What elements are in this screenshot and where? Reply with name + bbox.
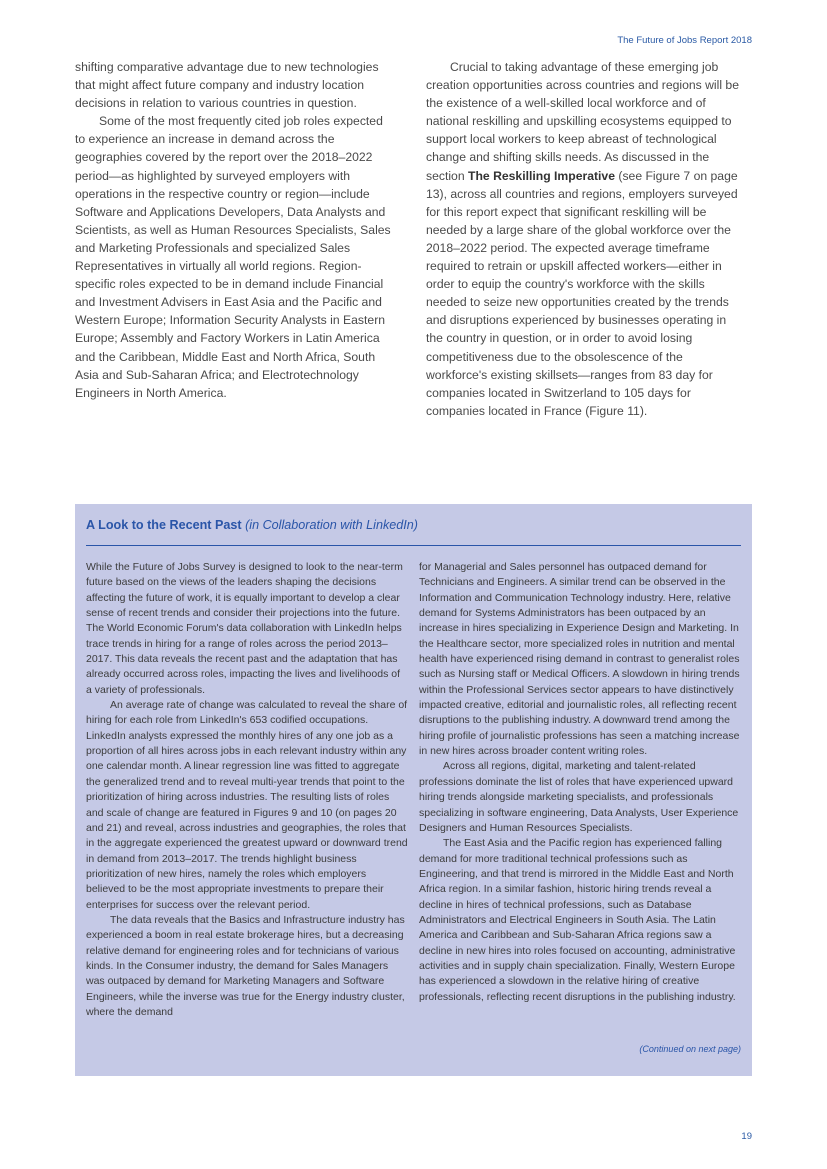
running-title: The Future of Jobs Report 2018 [617, 35, 752, 46]
paragraph: shifting comparative advantage due to new technologies that might affect future company and industry location decisions in relation to various countries in question. [75, 60, 379, 111]
paragraph: for Managerial and Sales personnel has outpaced demand for Technicians and Engineers. A similar trend can be observed in the Information and Communication Technology industry. Here, relative demand for Systems Administrators has been outpaced by an increase in hires specializing in Experience Design and Marketing. In the Healthcare sector, more specialized roles in nutrition and mental health have experienced rising demand in contrast to generalist roles such as Nursing staff or Medical Officers. A slowdown in hiring trends within the Professional Services sector appears to have distinctively impacted creative, editorial and journalistic roles, all reflecting recent disruptions to the publishing industry. A downward trend among the hiring profile of journalistic professions has seen a matching increase in new hires across broader content writing roles. [419, 561, 740, 758]
body-column-left [75, 58, 395, 402]
box-column-right [419, 560, 743, 1005]
paragraph: Some of the most frequently cited job roles expected to experience an increase in demand across the geographies covered by the report over the 2018–2022 period—as highlighted by surveyed employers with operations in the respective country or region—include Software and Applications Developers, Data Analysts and Scientists, as well as Human Resources Specialists, Sales and Marketing Professionals and specialized Sales Representatives in virtually all world regions. Region-specific roles expected to be in demand include Financial and Investment Advisers in East Asia and the Pacific and Western Europe; Information Security Analysts in Eastern Europe; Assembly and Factory Workers in Latin America and the Caribbean, Middle East and North Africa, South Asia and Sub-Saharan Africa; and Electrotechnology Engineers in North America. [75, 114, 391, 400]
paragraph [426, 58, 746, 420]
continued-note: (Continued on next page) [639, 1044, 741, 1054]
sidebar-box [75, 504, 752, 1076]
text-run: Crucial to taking advantage of these emerging job creation opportunities across countries and regions will be the existence of a well-skilled local workforce and of national reskilling and upskilling ecosystems equipped to support local workers to keep abreast of technological change and shifting skills needs. As discussed in the section [426, 60, 739, 183]
divider [86, 545, 741, 546]
box-title [86, 518, 418, 532]
box-title-main: A Look to the Recent Past [86, 518, 242, 532]
paragraph: An average rate of change was calculated to reveal the share of hiring for each role from LinkedIn's 653 codified occupations. LinkedIn analysts expressed the monthly hires of any one job as a proportion of all hires across jobs in each relevant industry within any one calendar month. A linear regression line was fitted to aggregate the generalized trend and to reveal multi-year trends that point to the prioritization of hiring across industries. The resulting lists of roles and scale of change are featured in Figures 9 and 10 (on pages 20 and 21) and reveal, across industries and geographies, the roles that in the aggregate experienced the greatest upward or downward trend in demand from 2013–2017. The trends highlight business prioritization of new hires, namely the roles which employers believed to be the most appropriate investments to prepare their enterprises for success over the relevant period. [86, 699, 408, 911]
section-reference: The Reskilling Imperative [468, 168, 615, 183]
paragraph: The data reveals that the Basics and Infrastructure industry has experienced a boom in real estate brokerage hires, but a decreasing relative demand for engineering roles and for technicians of various kinds. In the Consumer industry, the demand for Sales Managers was outpaced by demand for Marketing Managers and Software Engineers, while the inverse was true for the Energy industry cluster, where the demand [86, 913, 405, 1018]
box-column-left [86, 560, 408, 1020]
box-title-subtitle: (in Collaboration with LinkedIn) [245, 518, 418, 532]
paragraph: The East Asia and the Pacific region has experienced falling demand for more traditional technical professions such as Engineering, and that trend is mirrored in the Middle East and North Africa region. In a similar fashion, historic hiring trends reveal a decline in hires of technical professions, such as Database Administrators and Electrical Engineers in South Asia. The Latin America and Caribbean and Sub-Saharan Africa regions saw a decline in new hires into roles focused on accounting, administrative activities and in supply chain specialization. Finally, Western Europe has experienced a slowdown in the relative hiring of creative professionals, reflecting recent disruptions in the publishing industry. [419, 837, 736, 1003]
paragraph: Across all regions, digital, marketing and talent-related professions dominate the list of roles that have experienced upward hiring trends alongside marketing specialists, and professionals specializing in software engineering, Data Analysts, User Experience Designers and Human Resources Specialists. [419, 760, 739, 834]
body-column-right [426, 58, 746, 420]
paragraph: While the Future of Jobs Survey is designed to look to the near-term future based on the views of the leaders shaping the decisions affecting the future of work, it is equally important to develop a clear sense of recent trends and consider their projections into the future. The World Economic Forum's data collaboration with LinkedIn helps trace trends in hiring for a range of roles across the period 2013–2017. This data reveals the recent past and the adaptation that has already occurred across roles, impacting the lives and livelihoods of a variety of professionals. [86, 561, 403, 696]
text-run: (see Figure 7 on page 13), across all countries and regions, employers surveyed for this report expect that significant reskilling will be needed by a large share of the global workforce over the 2018–2022 period. The expected average timeframe required to retrain or upskill affected workers—either in order to equip the country's workforce with the skills needed to seize new opportunities created by the trends and disruptions experienced by businesses operating in the country in question, or in order to avoid losing competitiveness due to the obsolescence of the workforce's existing skillsets—ranges from 83 day for companies located in Switzerland to 105 days for companies located in France (Figure 11). [426, 168, 738, 418]
page-number: 19 [741, 1131, 752, 1142]
